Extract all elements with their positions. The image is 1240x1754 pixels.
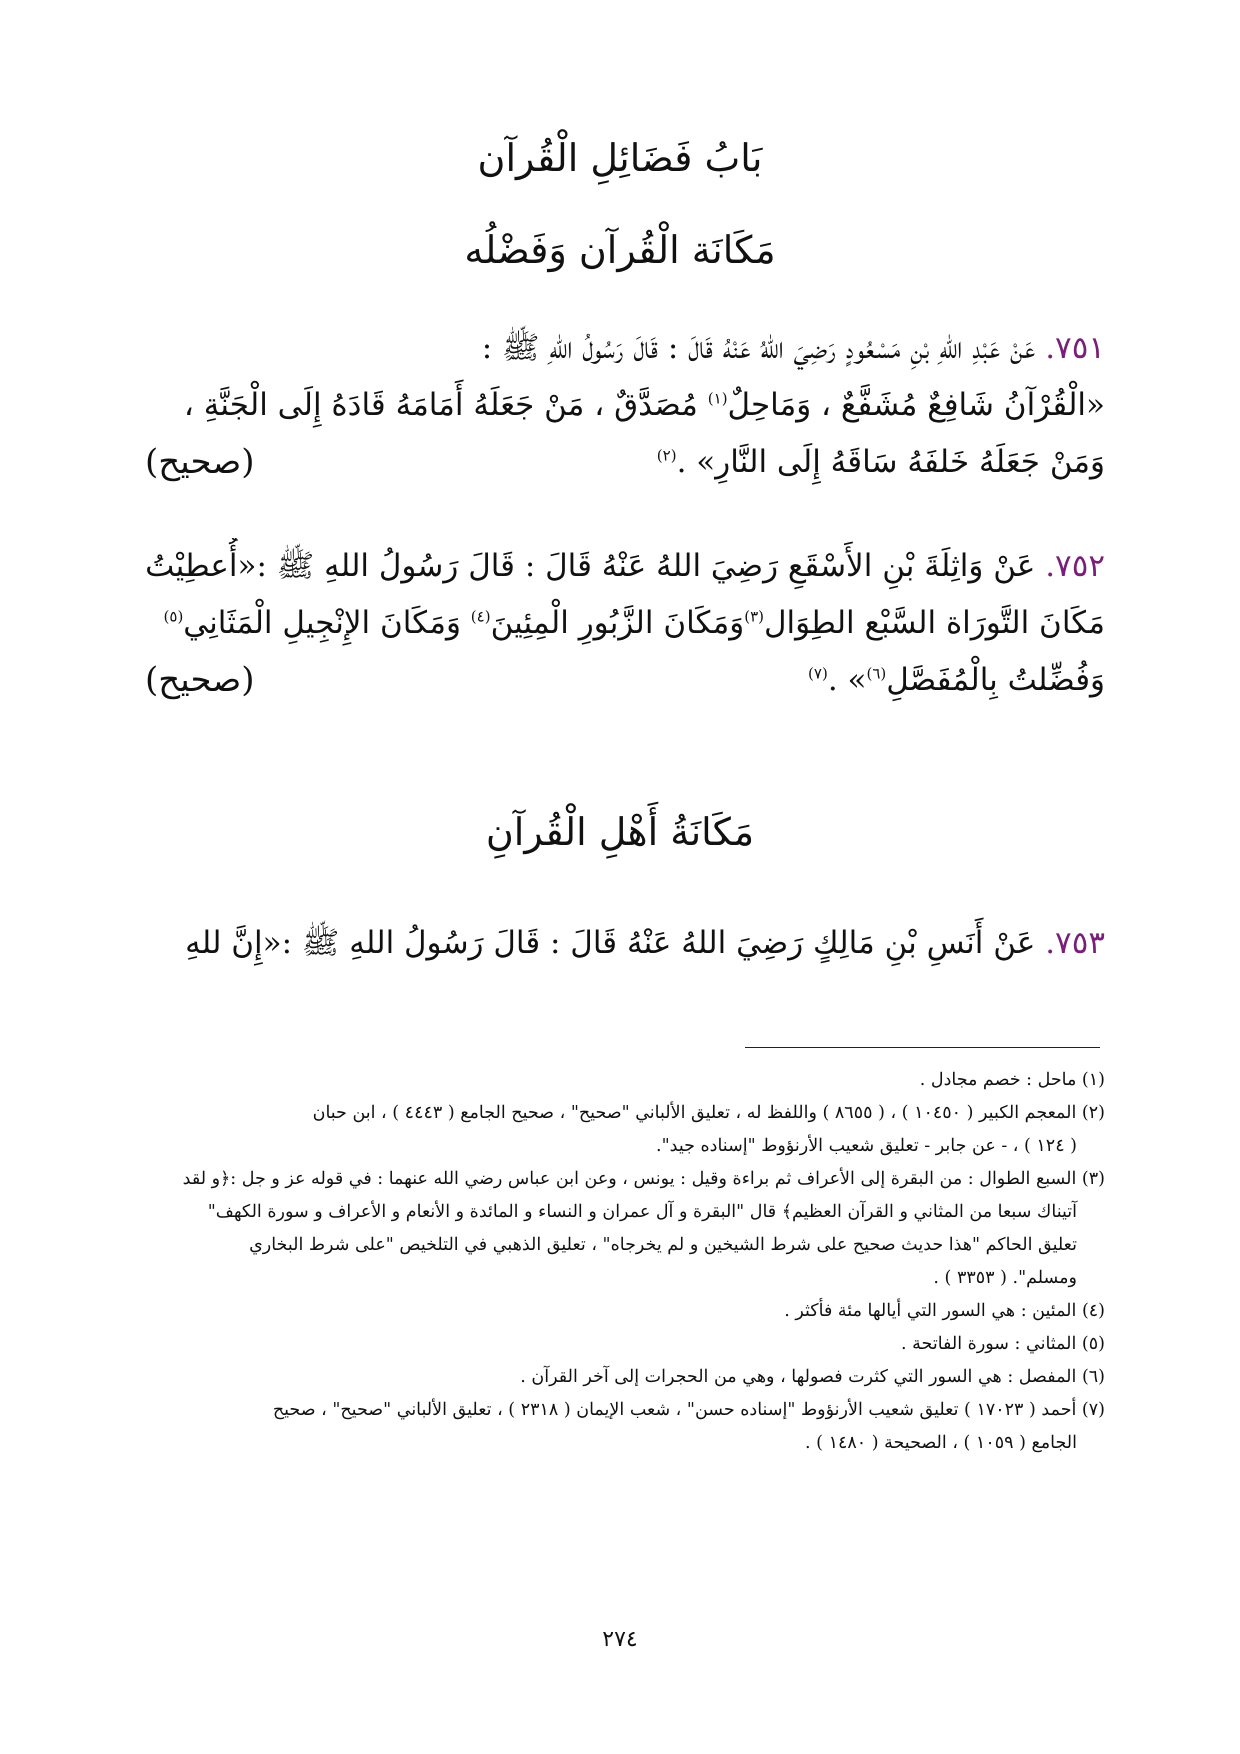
chapter-heading: بَابُ فَضَائِلِ الْقُرآن <box>477 136 763 180</box>
footnote-ref[interactable]: (٤) <box>470 607 491 626</box>
footnote-4 <box>143 1295 1105 1328</box>
footnote-ref[interactable]: (١) <box>707 389 728 408</box>
hadith-text: عَنْ عَبْدِ اللهِ بْنِ مَسْعُودٍ رَضِيَ اللهُ عَنْهُ قَالَ : قَالَ رَسُولُ اللهِ ﷺ : <box>481 330 1036 366</box>
footnote-line: (٥) المثاني : سورة الفاتحة . <box>901 1334 1105 1354</box>
footnote-3 <box>143 1163 1105 1295</box>
hadith-text: وَمَكَانَ الإِنْجِيلِ الْمَثَانِي <box>183 605 461 641</box>
footnote-6 <box>143 1361 1105 1394</box>
footnotes <box>143 1064 1105 1460</box>
hadith-751-line-1 <box>145 320 1105 377</box>
footnote-line: (١) ماحل : خصم مجادل . <box>919 1070 1105 1090</box>
footnote-line: (٤) المئين : هي السور التي أيالها مئة فأكثر . <box>784 1301 1105 1321</box>
footnote-line: (٧) أحمد ( ١٧٠٢٣ ) تعليق شعيب الأرنؤوط "إسناده حسن" ، شعب الإيمان ( ٢٣١٨ ) ، تعليق الألباني "صحيح" ، صحيح <box>272 1400 1105 1420</box>
hadith-text: «الْقُرْآنُ شَافِعٌ مُشَفَّعٌ ، وَمَاحِلٌ <box>727 387 1105 423</box>
footnote-7 <box>143 1394 1105 1460</box>
hadith-753-line-1 <box>145 915 1105 972</box>
footnote-ref[interactable]: (٧) <box>808 664 828 683</box>
footnote-line: الجامع ( ١٠٥٩ ) ، الصحيحة ( ١٤٨٠ ) . <box>805 1433 1077 1453</box>
section-heading-quran-people: مَكَانَةُ أَهْلِ الْقُرآنِ <box>485 810 755 854</box>
footnote-line: ( ١٢٤ ) ، - عن جابر - تعليق شعيب الأرنؤوط "إسناده جيد". <box>656 1136 1077 1156</box>
page-number: ٢٧٤ <box>602 1627 638 1652</box>
hadith-text: وَمَنْ جَعَلَهُ خَلفَهُ سَاقَهُ إِلَى النَّارِ» . <box>676 444 1105 480</box>
grade-label: (صحيح) <box>145 442 255 482</box>
hadith-text: وَمَكَانَ الزَّبُورِ الْمِئِينَ <box>490 605 745 641</box>
footnote-1 <box>143 1064 1105 1097</box>
hadith-753 <box>145 915 1105 972</box>
hadith-text: » . <box>827 662 867 698</box>
section-heading-quran-status: مَكَانَة الْقُرآن وَفَضْلُه <box>464 228 776 272</box>
footnote-2 <box>143 1097 1105 1163</box>
hadith-751-line-2 <box>145 377 1105 434</box>
footnote-line: آتيناك سبعا من المثاني و القرآن العظيم﴾ قال "البقرة و آل عمران و النساء و المائدة و الأنعام و الأعراف و سورة الكهف" <box>207 1202 1077 1222</box>
hadith-751 <box>145 320 1105 491</box>
footnote-ref[interactable]: (٦) <box>866 664 887 683</box>
hadith-text: وَفُضِّلتُ بِالْمُفَصَّلِ <box>886 662 1105 698</box>
footnote-line: تعليق الحاكم "هذا حديث صحيح على شرط الشيخين و لم يخرجاه" ، تعليق الذهبي في التلخيص "على شرط البخاري <box>249 1235 1077 1255</box>
hadith-number: ٧٥٢. <box>1045 548 1105 584</box>
hadith-text: مُصَدَّقٌ ، مَنْ جَعَلَهُ أَمَامَهُ قَادَهُ إِلَى الْجَنَّةِ ، <box>183 387 698 423</box>
footnote-line: (٢) المعجم الكبير ( ١٠٤٥٠ ) ، ( ٨٦٥٥ ) واللفظ له ، تعليق الألباني "صحيح" ، صحيح الجامع ( ٤٤٤٣ ) ، ابن حبان <box>312 1103 1105 1123</box>
footnote-separator <box>745 1047 1100 1048</box>
hadith-number: ٧٥٣. <box>1045 925 1105 961</box>
footnote-ref[interactable]: (٥) <box>163 607 184 626</box>
hadith-text: عَنْ أَنَسِ بْنِ مَالِكٍ رَضِيَ اللهُ عَنْهُ قَالَ : قَالَ رَسُولُ اللهِ ﷺ :«إِنَّ للهِ <box>185 925 1036 961</box>
hadith-number: ٧٥١. <box>1045 330 1105 366</box>
hadith-752 <box>145 538 1105 709</box>
hadith-752-line-3 <box>145 652 1105 709</box>
hadith-text: مَكَانَ التَّورَاة السَّبْع الطِوَال <box>764 605 1105 641</box>
footnote-line: ومسلم". ( ٣٣٥٣ ) . <box>933 1268 1077 1288</box>
footnote-ref[interactable]: (٣) <box>744 607 765 626</box>
hadith-752-line-1 <box>145 538 1105 595</box>
footnote-5 <box>143 1328 1105 1361</box>
hadith-752-line-2 <box>145 595 1105 652</box>
hadith-751-line-3 <box>145 434 1105 491</box>
footnote-line: (٣) السبع الطوال : من البقرة إلى الأعراف ثم براءة وقيل : يونس ، وعن ابن عباس رضي الله عنهما : في قوله عز و جل :﴿و لقد <box>182 1169 1105 1189</box>
hadith-text: عَنْ وَاثِلَةَ بْنِ الأَسْقَعِ رَضِيَ اللهُ عَنْهُ قَالَ : قَالَ رَسُولُ اللهِ ﷺ :«أُعطِيْتُ <box>145 548 1036 584</box>
footnote-line: (٦) المفصل : هي السور التي كثرت فصولها ، وهي من الحجرات إلى آخر القرآن . <box>520 1367 1105 1387</box>
grade-label: (صحيح) <box>145 660 255 700</box>
footnote-ref[interactable]: (٢) <box>656 446 677 465</box>
